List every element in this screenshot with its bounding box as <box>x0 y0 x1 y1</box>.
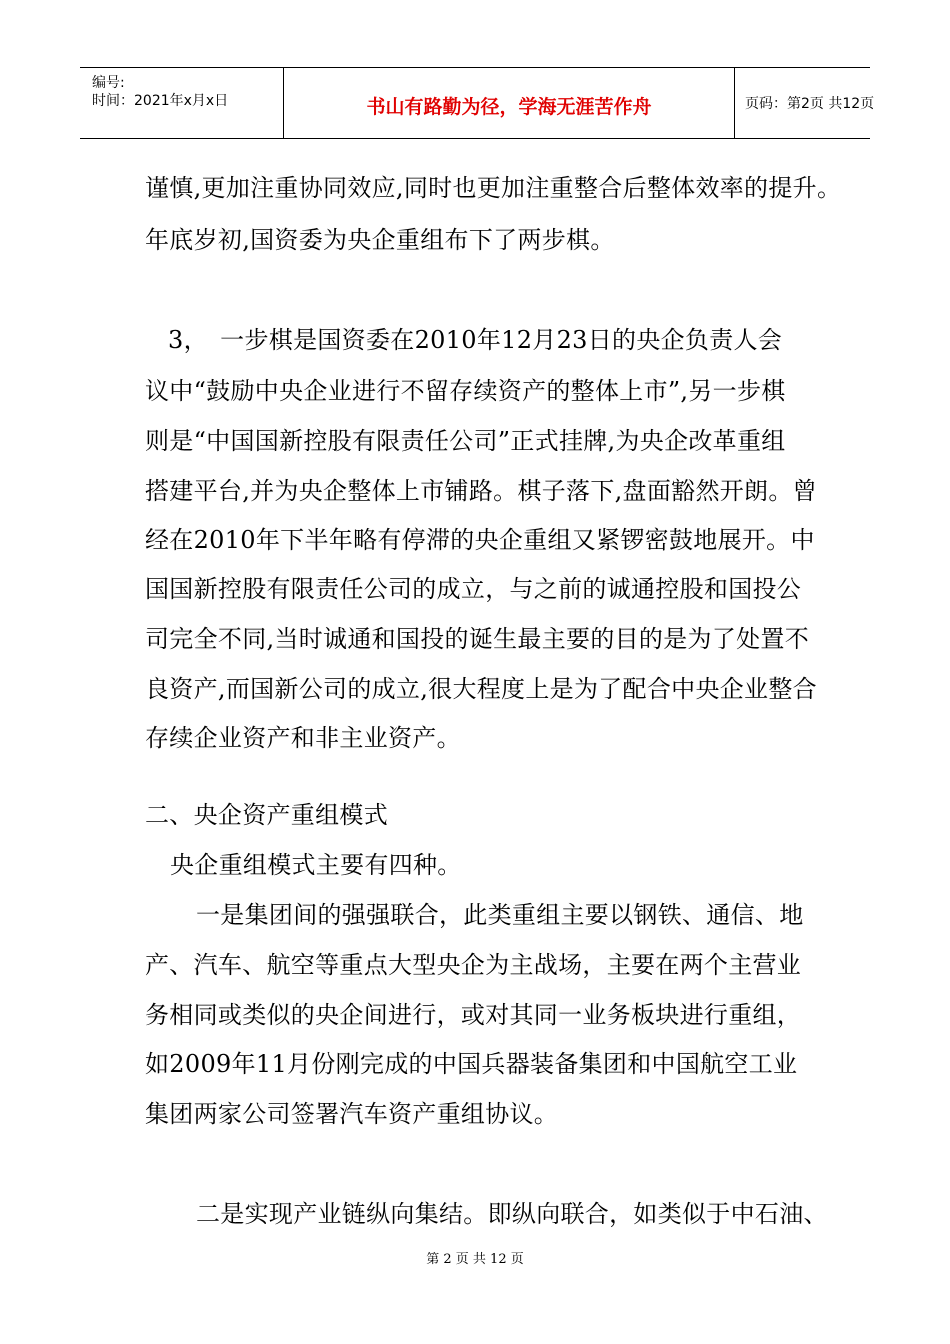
body-line: 经在2010年下半年略有停滞的央企重组又紧锣密鼓地展开。中 <box>145 526 815 554</box>
time-label: 时间：2021年x月x日 <box>92 93 229 109</box>
body-line: 产、汽车、航空等重点大型央企为主战场，主要在两个主营业 <box>145 951 802 979</box>
body-line: 务相同或类似的央企间进行，或对其同一业务板块进行重组， <box>145 1001 802 1029</box>
page-footer: 第 2 页 共 12 页 <box>426 1252 524 1267</box>
body-line: 央企重组模式主要有四种。 <box>170 851 462 879</box>
header-page-cell <box>735 68 875 138</box>
body-line: 国国新控股有限责任公司的成立，与之前的诚通控股和国投公 <box>145 575 802 603</box>
header-motto-cell <box>284 68 735 138</box>
body-line: 搭建平台,并为央企整体上市铺路。棋子落下,盘面豁然开朗。曾 <box>145 477 817 505</box>
document-header <box>80 67 875 139</box>
body-line: 则是“中国国新控股有限责任公司”正式挂牌,为央企改革重组 <box>145 427 786 455</box>
body-line: 二是实现产业链纵向集结。即纵向联合，如类似于中石油、 <box>196 1200 828 1228</box>
body-line: 谨慎,更加注重协同效应,同时也更加注重整合后整体效率的提升。 <box>145 174 842 202</box>
body-line: 如2009年11月份刚完成的中国兵器装备集团和中国航空工业 <box>145 1050 798 1078</box>
serial-label: 编号: <box>92 75 125 91</box>
body-line: 议中“鼓励中央企业进行不留存续资产的整体上市”,另一步棋 <box>145 377 786 405</box>
body-line: 司完全不同,当时诚通和国投的诞生最主要的目的是为了处置不 <box>145 625 810 653</box>
header-motto: 书山有路勤为径，学海无涯苦作舟 <box>366 96 652 118</box>
header-page-info: 页码：第2页 共12页 <box>745 96 875 112</box>
body-line: 良资产,而国新公司的成立,很大程度上是为了配合中央企业整合 <box>145 675 817 703</box>
section-heading: 二、央企资产重组模式 <box>145 801 388 829</box>
body-line: 一是集团间的强强联合，此类重组主要以钢铁、通信、地 <box>196 901 804 929</box>
body-line: 年底岁初,国资委为央企重组布下了两步棋。 <box>145 226 615 254</box>
body-line: 存续企业资产和非主业资产。 <box>145 724 461 752</box>
body-line: 集团两家公司签署汽车资产重组协议。 <box>145 1100 559 1128</box>
header-meta <box>80 68 284 138</box>
body-line: 3， 一步棋是国资委在2010年12月23日的央企负责人会 <box>168 326 783 354</box>
